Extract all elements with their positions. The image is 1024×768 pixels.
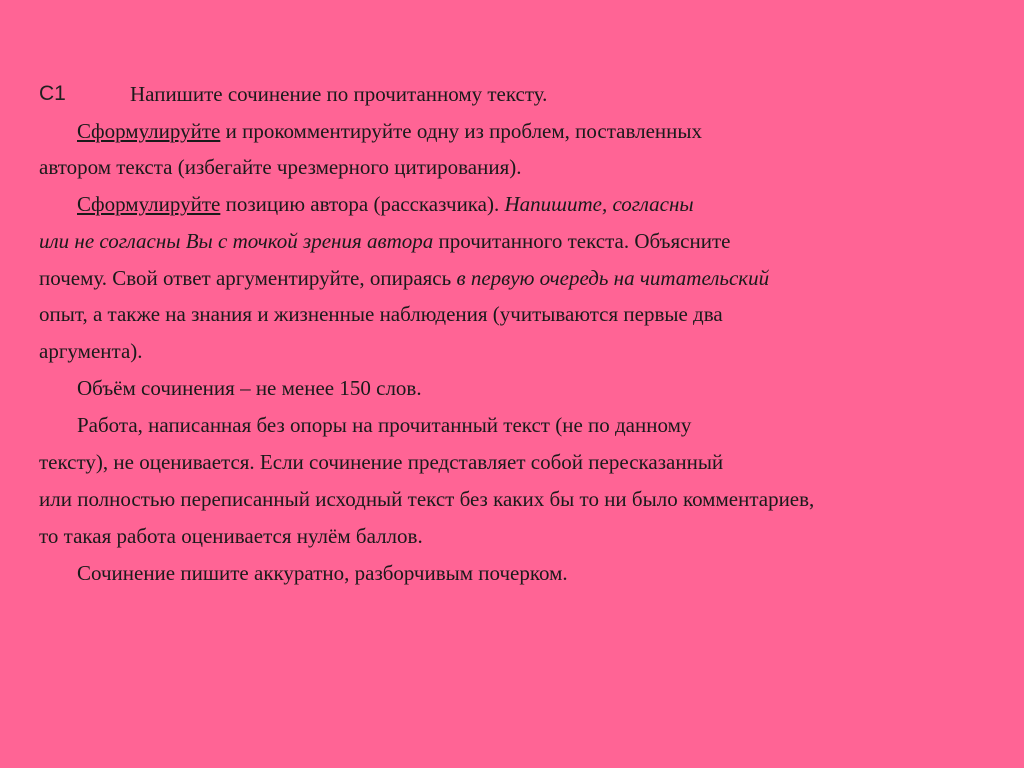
formulate-keyword: Сформулируйте	[77, 192, 221, 216]
p2-text-1: позицию автора (рассказчика).	[220, 192, 505, 216]
p2-text-2: прочитанного текста. Объясните	[433, 229, 731, 253]
p4-line-4: то такая работа оценивается нулём баллов.	[39, 524, 423, 548]
task-label: С1	[39, 82, 66, 105]
p4-line-3: или полностью переписанный исходный текст без каких бы то ни было комментариев,	[39, 487, 815, 511]
p1-text-1: и прокомментируйте одну из проблем, поставленных	[220, 119, 703, 143]
p2-line-1	[77, 190, 694, 218]
p4-line-2: тексту), не оценивается. Если сочинение представляет собой пересказанный	[39, 450, 724, 474]
p4-line-1: Работа, написанная без опоры на прочитанный текст (не по данному	[77, 413, 692, 437]
p3-line-1: Объём сочинения – не менее 150 слов.	[77, 376, 422, 400]
p2-text-3: почему. Свой ответ аргументируйте, опираясь	[39, 266, 457, 290]
p2-line-2	[39, 227, 730, 255]
p2-line-5: аргумента).	[39, 339, 143, 363]
p2-italic-3: в первую очередь на читательский	[456, 266, 770, 290]
p2-italic-1: Напишите, согласны	[504, 192, 694, 216]
p5-line-1: Сочинение пишите аккуратно, разборчивым почерком.	[77, 561, 568, 585]
p2-line-4: опыт, а также на знания и жизненные наблюдения (учитываются первые два	[39, 302, 723, 326]
p2-italic-2: или не согласны Вы с точкой зрения автора	[39, 229, 434, 253]
p1-line-2: автором текста (избегайте чрезмерного цитирования).	[39, 155, 522, 179]
formulate-keyword: Сформулируйте	[77, 119, 221, 143]
p1-line-1	[77, 117, 702, 145]
task-title: Напишите сочинение по прочитанному тексту.	[130, 82, 548, 106]
p2-line-3	[39, 264, 769, 292]
